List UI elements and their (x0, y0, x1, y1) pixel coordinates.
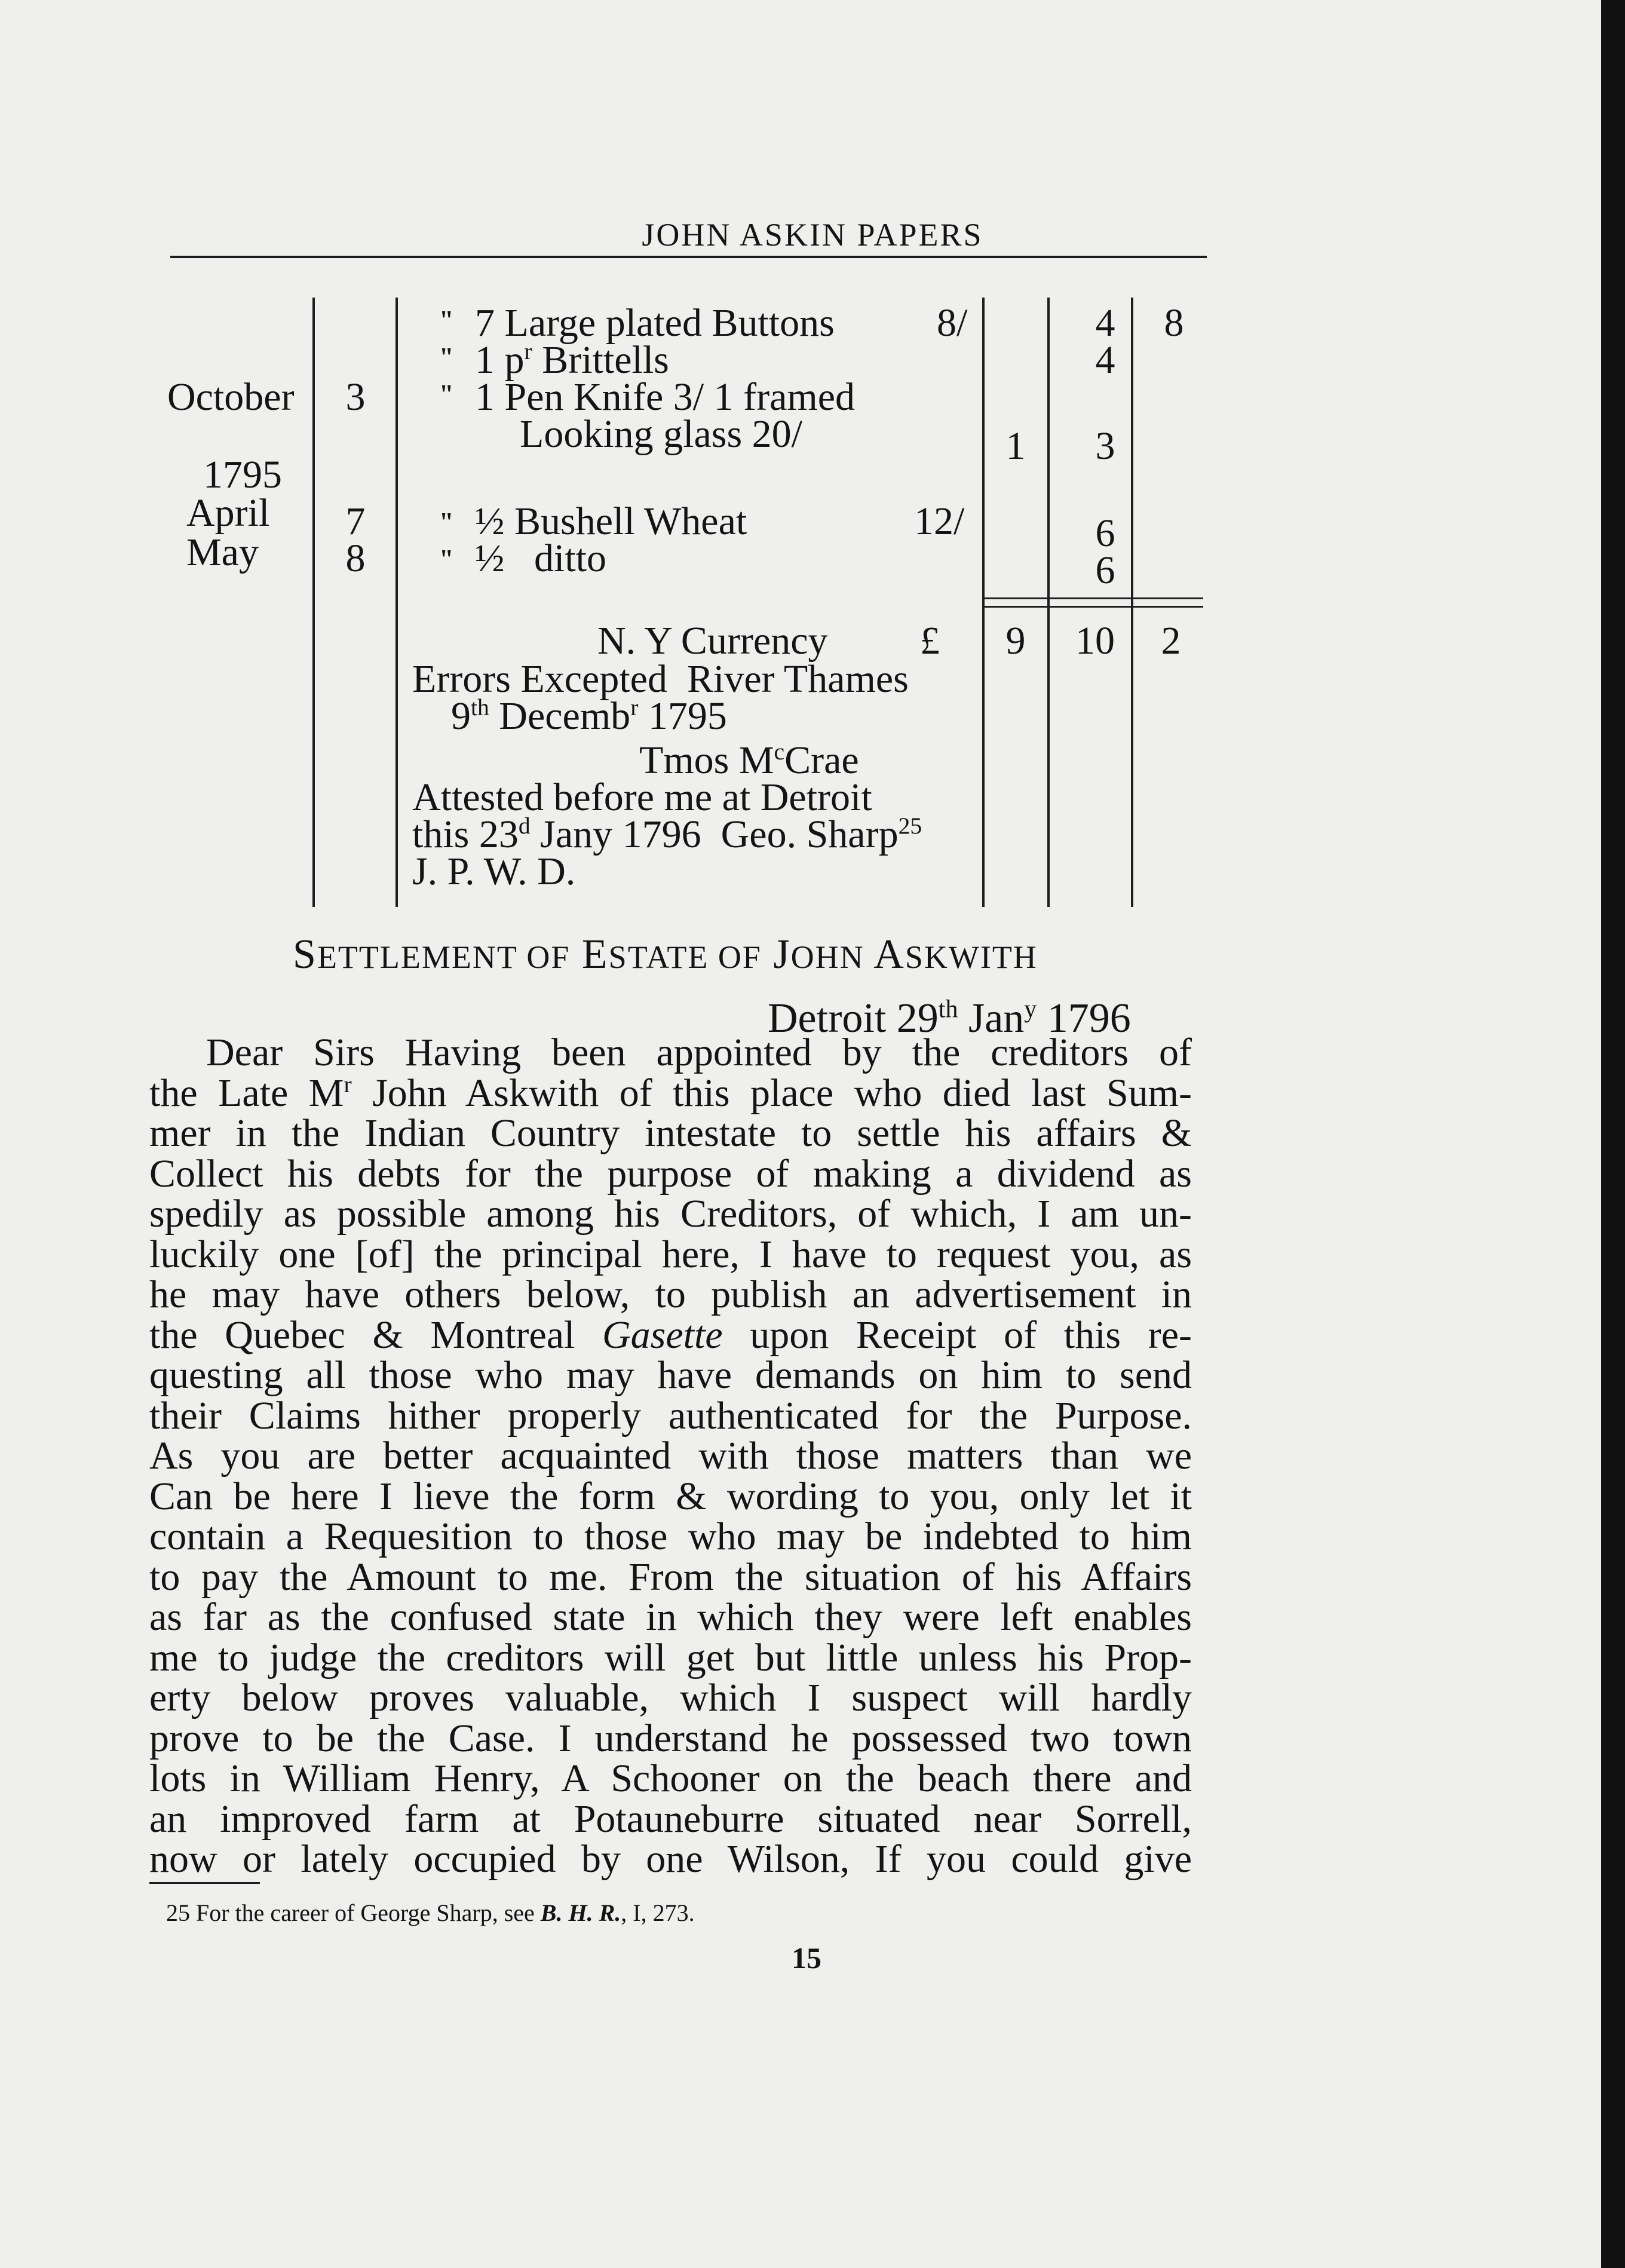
column-rule (982, 298, 985, 907)
item-description: 7 Large plated Buttons (475, 301, 835, 345)
body-line: luckily one [of] the principal here, I have to request you, as (149, 1232, 1192, 1276)
ditto-mark: " (439, 342, 454, 372)
ditto-mark: " (439, 305, 454, 335)
day-cell: 7 (345, 499, 366, 543)
body-line: mer in the Indian Country intestate to settle his affairs & (149, 1111, 1192, 1155)
body-line: the Quebec & Montreal Gasette upon Receipt of this re- (149, 1313, 1192, 1357)
attestation-line: Tmos $M^cCrae$ (639, 738, 859, 782)
column-rule (395, 298, 398, 907)
month-cell: May (186, 531, 259, 574)
day-cell: 3 (345, 375, 366, 419)
running-head: JOHN ASKIN PAPERS (642, 217, 983, 253)
currency-symbol: £ (920, 619, 940, 663)
body-line: questing all those who may have demands on him to send (149, 1353, 1192, 1397)
body-line: to pay the Amount to me. From the situation of his Affairs (149, 1555, 1192, 1599)
body-line: an improved farm at Potauneburre situated near Sorrell, (149, 1797, 1192, 1841)
column-rule (312, 298, 315, 907)
body-line: he may have others below, to publish an advertisement in (149, 1273, 1192, 1316)
item-description: 1 $p^r$ Brittells (475, 338, 669, 382)
item-description: Looking glass 20/ (520, 412, 802, 456)
item-description: ½ Bushell Wheat (475, 499, 747, 543)
body-line: the Late $M^r$ John Askwith of this place who died last Sum- (149, 1071, 1192, 1115)
footnote-rule (149, 1882, 260, 1884)
month-cell: April (186, 491, 270, 535)
item-description: 1 Pen Knife 3/ 1 framed (475, 375, 855, 419)
body-line: Collect his debts for the purpose of making a dividend as (149, 1151, 1192, 1196)
body-line: Can be here I lieve the form & wording to you, only let it (149, 1474, 1192, 1518)
attestation-line: this 23$^d$ Jany 1796 Geo. Sharp$^{25}$ (412, 813, 922, 856)
body-line: lots in William Henry, A Schooner on the beach there and (149, 1757, 1192, 1800)
attestation-line: 9th Decemb$^r$ 1795 (451, 694, 727, 738)
body-line: as far as the confused state in which they were left enables (149, 1595, 1192, 1639)
item-description: ½ ditto (475, 537, 607, 580)
column-rule (1047, 298, 1050, 907)
year-cell: 1795 (203, 453, 282, 496)
shillings-cell: 4 (1095, 301, 1115, 345)
section-title: SETTLEMENT OF ESTATE OF JOHN ASKWITH (293, 931, 1038, 977)
column-rule (1131, 298, 1133, 907)
body-line: now or lately occupied by one Wilson, If you could give (149, 1837, 1192, 1881)
attestation-line: Attested before me at Detroit (412, 776, 872, 819)
body-line: spedily as possible among his Creditors, of which, I am un- (149, 1192, 1192, 1236)
body-line: their Claims hither properly authenticated for the Purpose. (149, 1393, 1192, 1438)
shillings-cell: 4 (1095, 338, 1115, 382)
pounds-cell: 1 (1005, 424, 1026, 468)
month-cell: October (167, 375, 295, 419)
ditto-mark: " (439, 507, 454, 537)
total-pounds: 9 (1005, 619, 1026, 663)
page-edge-shadow (1601, 0, 1625, 2268)
page-number: 15 (792, 1941, 821, 1975)
body-line: erty below proves valuable, which I suspect will hardly (149, 1676, 1192, 1720)
item-price: 8/ (937, 301, 968, 345)
total-pence: 2 (1161, 619, 1181, 663)
item-price: 12/ (914, 499, 965, 543)
letter-dateline: Detroit 29th Jan$^y$ 1796 (768, 995, 1131, 1041)
header-rule (170, 256, 1207, 258)
letter-body (149, 1032, 1192, 1880)
total-rule (982, 606, 1203, 608)
ditto-mark: " (439, 544, 454, 574)
day-cell: 8 (345, 537, 366, 580)
total-label: N. Y Currency (597, 619, 828, 663)
body-line: As you are better acquainted with those matters than we (149, 1434, 1192, 1478)
footnote: 25 For the career of George Sharp, see B. H. R., I, 273. (166, 1899, 695, 1926)
ditto-mark: " (439, 379, 454, 409)
shillings-cell: 6 (1095, 511, 1115, 555)
body-line: prove to be the Case. I understand he possessed two town (149, 1716, 1192, 1760)
total-shillings: 10 (1075, 619, 1115, 663)
pence-cell: 8 (1164, 301, 1184, 345)
shillings-cell: 3 (1095, 424, 1115, 468)
body-line: contain a Requesition to those who may be indebted to him (149, 1515, 1192, 1558)
attestation-line: J. P. W. D. (412, 850, 576, 893)
body-line: Dear Sirs Having been appointed by the creditors of (206, 1031, 1192, 1074)
attestation-line: Errors Excepted River Thames (412, 657, 909, 701)
body-line: me to judge the creditors will get but little unless his Prop- (149, 1635, 1192, 1679)
shillings-cell: 6 (1095, 548, 1115, 592)
total-rule (982, 597, 1203, 599)
